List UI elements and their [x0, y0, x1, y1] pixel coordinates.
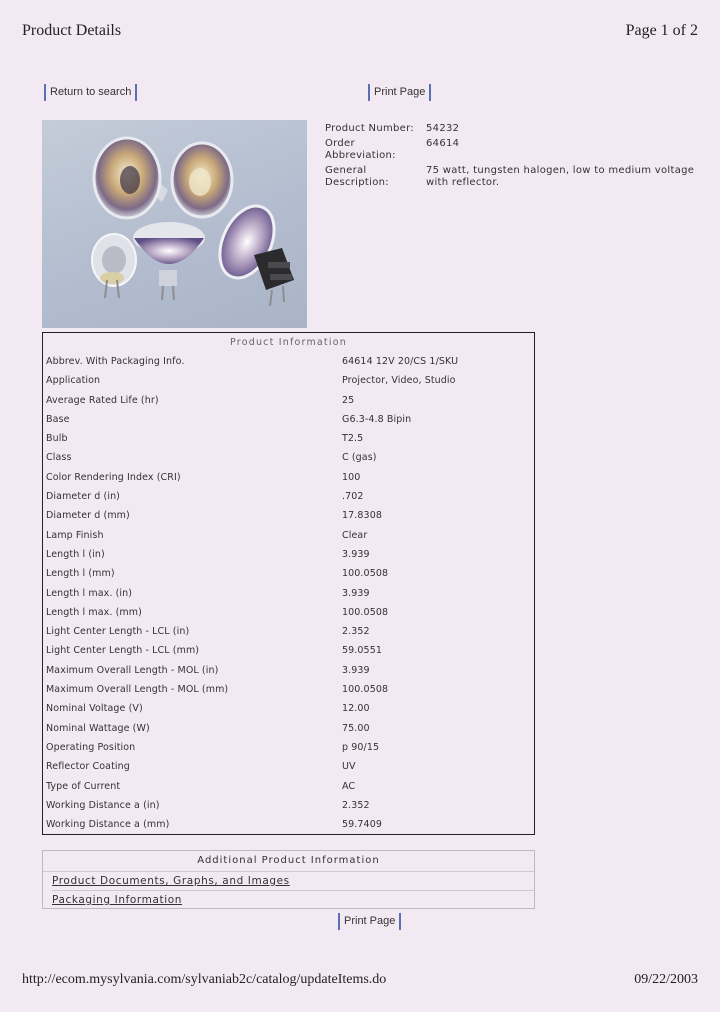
table-row	[43, 429, 534, 448]
table-row	[43, 391, 534, 410]
table-row	[43, 719, 534, 738]
table-row	[43, 526, 534, 545]
print-date: 09/22/2003	[634, 972, 698, 987]
table-row	[43, 448, 534, 467]
attribute-value: 100	[342, 471, 361, 483]
additional-product-information	[42, 850, 535, 909]
summary-value: 75 watt, tungsten halogen, low to medium voltage with reflector.	[426, 165, 695, 188]
product-information-title: Product Information	[230, 337, 347, 348]
attribute-label: Bulb	[46, 433, 68, 445]
product-summary	[325, 123, 706, 192]
attribute-value: 100.0508	[342, 606, 389, 618]
attribute-value: 64614 12V 20/CS 1/SKU	[342, 356, 459, 367]
table-row	[43, 738, 534, 757]
attribute-label: Length l max. (mm)	[46, 606, 142, 618]
attribute-label: Working Distance a (in)	[46, 799, 160, 811]
lamp-2	[172, 143, 232, 217]
attribute-value: Clear	[342, 529, 368, 541]
attribute-label: Length l (in)	[46, 548, 105, 560]
attribute-label: Light Center Length - LCL (in)	[46, 626, 190, 638]
page-url: http://ecom.mysylvania.com/sylvaniab2c/catalog/updateItems.do	[22, 972, 387, 987]
attribute-label: Light Center Length - LCL (mm)	[46, 645, 200, 657]
table-row	[43, 680, 534, 699]
summary-label: General Description:	[325, 165, 389, 188]
attribute-label: Diameter d (mm)	[46, 510, 130, 522]
table-row	[43, 564, 534, 583]
attribute-value: 3.939	[342, 548, 370, 560]
lamp-4	[133, 222, 205, 300]
summary-row-order-abbreviation	[325, 138, 706, 162]
attribute-value: 2.352	[342, 799, 370, 811]
attribute-label: Abbrev. With Packaging Info.	[46, 356, 185, 367]
attribute-value: 59.7409	[342, 819, 382, 831]
attribute-value: 3.939	[342, 664, 370, 676]
table-row	[43, 603, 534, 622]
attribute-label: Class	[46, 452, 72, 464]
summary-row-product-number	[325, 123, 706, 135]
attribute-label: Lamp Finish	[46, 529, 104, 541]
attribute-label: Base	[46, 413, 70, 425]
attribute-label: Length l (mm)	[46, 568, 115, 580]
product-image	[42, 120, 307, 328]
summary-label: Product Number:	[325, 123, 415, 134]
attribute-label: Maximum Overall Length - MOL (mm)	[46, 684, 229, 696]
attribute-value: 3.939	[342, 587, 370, 599]
attribute-label: Nominal Voltage (V)	[46, 703, 143, 715]
table-row	[43, 352, 534, 371]
summary-value: 54232	[426, 123, 460, 134]
attribute-label: Length l max. (in)	[46, 587, 133, 599]
attribute-value: 12.00	[342, 703, 370, 715]
table-row	[43, 757, 534, 776]
table-row	[43, 371, 534, 390]
table-row	[43, 622, 534, 641]
product-documents-link[interactable]: Product Documents, Graphs, and Images	[52, 872, 534, 891]
attribute-value: p 90/15	[342, 741, 380, 753]
attribute-label: Reflector Coating	[46, 761, 130, 773]
attribute-value: 17.8308	[342, 510, 382, 522]
attribute-value: AC	[342, 780, 356, 792]
attribute-value: UV	[342, 761, 356, 773]
table-row	[43, 487, 534, 506]
attribute-value: 75.00	[342, 722, 370, 734]
attribute-value: 25	[342, 394, 355, 406]
lamp-3	[92, 234, 136, 298]
attribute-value: C (gas)	[342, 452, 377, 464]
table-row	[43, 506, 534, 525]
attribute-label: Type of Current	[46, 780, 121, 792]
attribute-value: 59.0551	[342, 645, 382, 657]
page-title: Product Details	[22, 22, 122, 39]
page-number: Page 1 of 2	[625, 22, 698, 39]
attribute-value: 100.0508	[342, 568, 389, 580]
attribute-label: Average Rated Life (hr)	[46, 394, 159, 406]
table-row	[43, 661, 534, 680]
attribute-value: 2.352	[342, 626, 370, 638]
attribute-value: .702	[342, 491, 364, 503]
table-row	[43, 468, 534, 487]
packaging-information-link[interactable]: Packaging Information	[52, 894, 183, 906]
return-to-search-button[interactable]: Return to search	[44, 84, 137, 101]
attribute-label: Maximum Overall Length - MOL (in)	[46, 664, 219, 676]
attribute-label: Diameter d (in)	[46, 491, 120, 503]
table-row	[43, 584, 534, 603]
table-row	[43, 815, 534, 834]
lamp-5	[209, 197, 294, 306]
summary-row-general-description	[325, 165, 706, 189]
summary-value: 64614	[426, 138, 460, 149]
table-row	[43, 545, 534, 564]
attribute-value: Projector, Video, Studio	[342, 375, 456, 387]
attribute-value: G6.3-4.8 Bipin	[342, 413, 412, 425]
attribute-value: T2.5	[342, 433, 364, 445]
table-row	[43, 699, 534, 718]
attribute-label: Working Distance a (mm)	[46, 819, 170, 831]
print-page-button-bottom[interactable]: Print Page	[338, 913, 401, 930]
table-row	[43, 641, 534, 660]
summary-label: Order Abbreviation:	[325, 138, 396, 161]
lamp-1	[94, 138, 168, 218]
attribute-label: Operating Position	[46, 741, 136, 753]
table-row	[43, 796, 534, 815]
product-information-rows	[43, 352, 534, 834]
table-row	[43, 777, 534, 796]
attribute-label: Nominal Wattage (W)	[46, 722, 150, 734]
attribute-label: Color Rendering Index (CRI)	[46, 471, 181, 483]
attribute-value: 100.0508	[342, 684, 389, 696]
table-row	[43, 410, 534, 429]
lamp-photo	[42, 120, 307, 328]
attribute-label: Application	[46, 375, 101, 387]
product-information-table	[42, 332, 535, 835]
additional-info-title: Additional Product Information	[43, 851, 534, 872]
print-page-button[interactable]: Print Page	[368, 84, 431, 101]
